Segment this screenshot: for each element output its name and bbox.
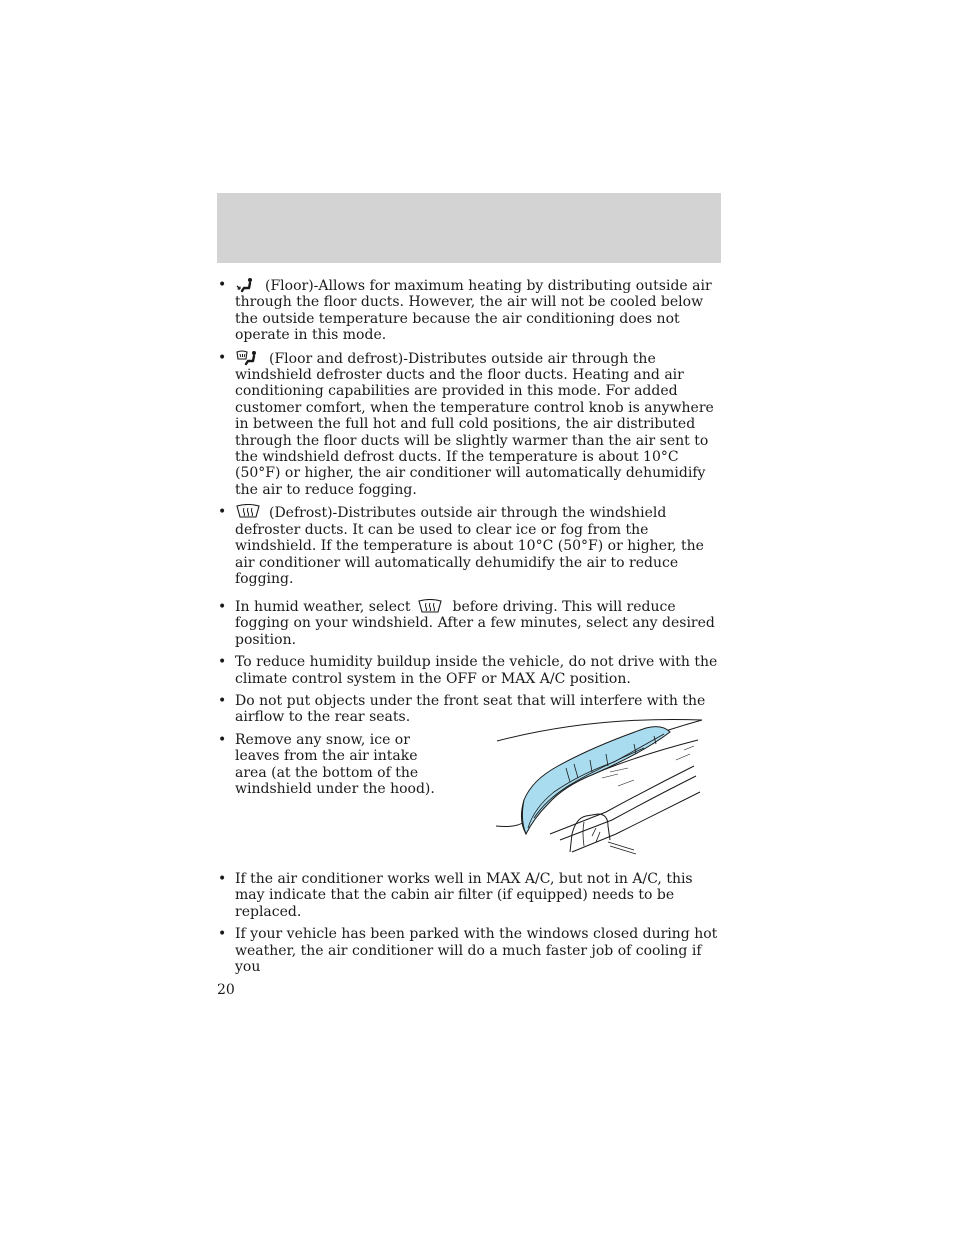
- list-item: [217, 732, 453, 798]
- mode-list: [217, 277, 723, 587]
- mode-text: (Floor)-Allows for maximum heating by distributing outside air through the floor ducts. However, the air will not be cooled below the outside temperature because the air conditioning does not operate in this mode.: [235, 278, 712, 344]
- defrost-icon: [235, 504, 261, 520]
- bullet: •: [218, 599, 227, 615]
- tip-text: before driving. This will reduce fogging on your windshield. After a few minutes, select any desired position.: [235, 599, 715, 648]
- tip-text: To reduce humidity buildup inside the vehicle, do not drive with the climate control system in the OFF or MAX A/C position.: [235, 654, 718, 687]
- tip-text: Do not put objects under the front seat that will interfere with the airflow to the rear seats.: [235, 693, 706, 726]
- list-item: [217, 504, 723, 587]
- tips-list-2: [217, 871, 723, 975]
- list-item: [217, 599, 723, 648]
- list-item: [217, 926, 723, 975]
- bullet: •: [218, 926, 227, 943]
- page-number: 20: [217, 982, 235, 998]
- tip-text: Remove any snow, ice or leaves from the air intake area (at the bottom of the windshield under the hood).: [235, 731, 435, 798]
- bullet: •: [218, 693, 227, 710]
- bullet: •: [218, 277, 227, 293]
- list-item: [217, 277, 723, 344]
- bullet: •: [218, 731, 227, 748]
- section-header-bar: [217, 193, 721, 263]
- air-intake-illustration: [494, 716, 706, 858]
- list-item: [217, 654, 723, 687]
- bullet: •: [218, 504, 227, 521]
- tip-text: If your vehicle has been parked with the windows closed during hot weather, the air conditioner will do a much faster job of cooling if you: [235, 926, 718, 976]
- floor-defrost-icon: [235, 350, 261, 366]
- list-item: [217, 871, 723, 920]
- floor-icon: [235, 277, 257, 293]
- tip-text: In humid weather, select: [235, 599, 411, 615]
- defrost-icon: [417, 599, 443, 615]
- mode-text: (Floor and defrost)-Distributes outside air through the windshield defroster ducts and the floor ducts. Heating and air conditioning capabilities are provided in this mode. For added customer comfort, when the temperature control knob is anywhere in between the full hot and full cold positions, the air distributed through the floor ducts will be slightly warmer than the air sent to the windshield defrost ducts. If the temperature is about 10°C (50°F) or higher, the air conditioner will automatically dehumidify the air to reduce fogging.: [235, 350, 714, 498]
- tip-text: If the air conditioner works well in MAX A/C, but not in A/C, this may indicate that the cabin air filter (if equipped) needs to be replaced.: [235, 871, 693, 920]
- mode-text: (Defrost)-Distributes outside air through the windshield defroster ducts. It can be used to clear ice or fog from the windshield. If the temperature is about 10°C (50°F) or higher, the air conditioner will automatically dehumidify the air to reduce fogging.: [235, 505, 704, 587]
- bullet: •: [218, 654, 227, 671]
- list-item: [217, 350, 723, 499]
- bullet: •: [218, 349, 227, 366]
- bullet: •: [218, 871, 227, 887]
